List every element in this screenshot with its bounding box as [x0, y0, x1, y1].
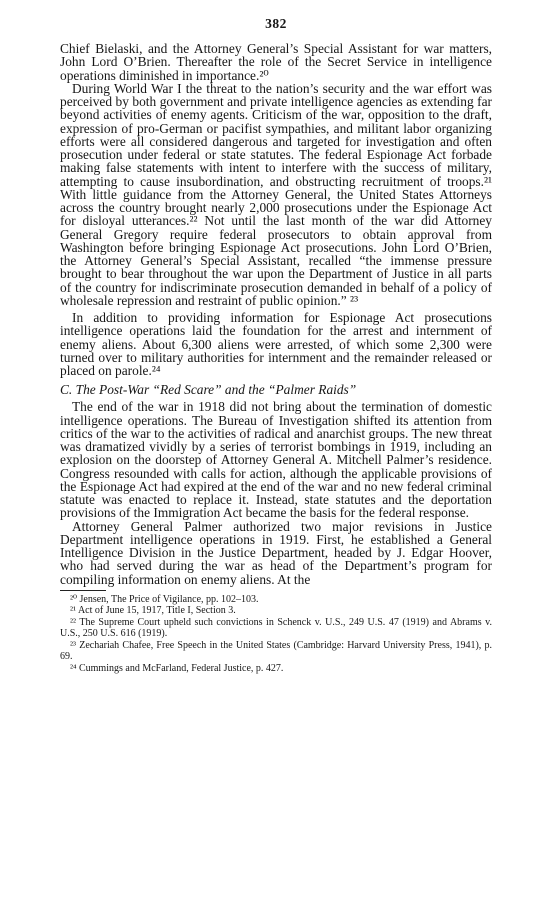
footnote: ²³ Zechariah Chafee, Free Speech in the United States (Cambridge: Harvard University Press, 1941), p. 69.	[60, 639, 492, 663]
section-heading: C. The Post-War “Red Scare” and the “Palmer Raids”	[60, 382, 357, 398]
paragraph: The end of the war in 1918 did not bring about the termination of domestic intelligence operations. The Bureau of Investigation shifted its attention from critics of the war to the activities of radical and anarchist groups. The new threat was dramatized vividly by a series of terrorist bombings in 1919, including an explosion on the doorstep of Attorney General A. Mitchell Palmer’s residence. Congress resounded with calls for action, although the applicable provisions of the Espionage Act had expired at the end of the war and no new federal criminal statute was enacted to replace it. Instead, state statutes and the deportation provisions of the Immigration Act became the basis for the federal response.	[60, 399, 492, 521]
page-number: 382	[265, 16, 287, 31]
footnote: ²² The Supreme Court upheld such convictions in Schenck v. U.S., 249 U.S. 47 (1919) and Abrams v. U.S., 250 U.S. 616 (1919).	[60, 616, 492, 640]
footnote: ²¹ Act of June 15, 1917, Title I, Section 3.	[70, 605, 236, 617]
main-text	[60, 42, 492, 674]
footnote: ²⁴ Cummings and McFarland, Federal Justice, p. 427.	[70, 662, 284, 674]
footnote: ²⁰ Jensen, The Price of Vigilance, pp. 102–103.	[70, 593, 259, 605]
footnotes	[60, 594, 492, 675]
paragraph: During World War I the threat to the nation’s security and the war effort was perceived by both government and private intelligence agencies as extending far beyond activities of enemy agents. Criticism of the war, opposition to the draft, expression of pro-German or pacifist sympathies, and militant labor organizing efforts were all considered dangerous and targeted for investigation and often prosecution under federal or state statutes. The federal Espionage Act forbade making false statements with intent to interfere with the success of military, attempting to cause insubordination, and obstructing recruitment of troops.²¹ With little guidance from the Attorney General, the United States Attorneys across the country brought nearly 2,000 prosecutions under the Espionage Act for disloyal utterances.²² Not until the last month of the war did Attorney General Gregory require federal prosecutors to obtain approval from Washington before bringing Espionage Act prosecutions. John Lord O’Brien, the Attorney General’s Special Assistant, recalled “the immense pressure brought to bear throughout the war upon the Department of Justice in all parts of the country for indiscriminate prosecution demanded in behalf of a policy of wholesale repression and restraint of public opinion.” ²³	[60, 80, 492, 308]
paragraph: In addition to providing information for Espionage Act prosecutions intelligence operations laid the foundation for the arrest and internment of enemy aliens. About 6,300 aliens were arrested, of which some 2,300 were turned over to military authorities for internment and the remainder released or placed on parole.²⁴	[60, 310, 492, 378]
paragraph: Chief Bielaski, and the Attorney General’s Special Assistant for war matters, John Lord O’Brien. Thereafter the role of the Secret Service in intelligence operations diminished in importance.²⁰	[60, 41, 492, 83]
paragraph: Attorney General Palmer authorized two major revisions in Justice Department intelligence operations in 1919. First, he established a General Intelligence Division in the Justice Department, headed by J. Edgar Hoover, who had served during the war as head of the Department’s program for compiling information on enemy aliens. At the	[60, 518, 492, 587]
footnote-divider	[60, 590, 106, 591]
